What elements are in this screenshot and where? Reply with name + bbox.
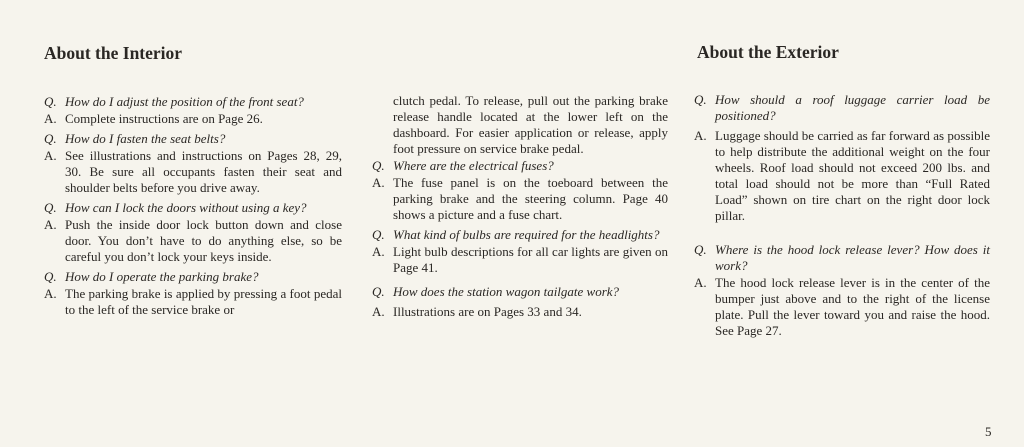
page-number: 5: [985, 424, 992, 439]
question-item: [694, 92, 990, 124]
question-item: [372, 158, 668, 174]
question-text: How do I adjust the position of the front seat?: [65, 94, 304, 109]
question-item: [44, 200, 342, 216]
question-mark: Q.: [694, 92, 707, 107]
exterior-column: [694, 92, 990, 339]
answer-text: Illustrations are on Pages 33 and 34.: [393, 304, 582, 319]
answer-text: Complete instructions are on Page 26.: [65, 111, 263, 126]
answer-text: Light bulb descriptions for all car lights are given on Page 41.: [393, 244, 668, 275]
answer-mark: A.: [694, 275, 707, 290]
answer-item: [372, 244, 668, 276]
answer-text: See illustrations and instructions on Pages 28, 29, 30. Be sure all occupants fasten their seat and shoulder belts before you drive away.: [65, 148, 342, 195]
interior-heading: About the Interior: [44, 43, 183, 63]
answer-mark: A.: [44, 111, 57, 126]
answer-item: [44, 148, 342, 196]
answer-text: Luggage should be carried as far forward as possible to help distribute the additional weight on the four wheels. Roof load should not exceed 200 lbs. and total load should not be more than “Full Rated Load” shown on tire chart on the right door lock pillar.: [715, 128, 990, 223]
answer-item: [694, 128, 990, 224]
answer-mark: A.: [44, 148, 57, 163]
interior-column-2: [372, 93, 668, 320]
answer-mark: A.: [694, 128, 707, 143]
question-item: [44, 131, 342, 147]
answer-text: The fuse panel is on the toeboard between the parking brake and the steering column. Page 40 shows a picture and a fuse chart.: [393, 175, 668, 222]
answer-item: [372, 304, 668, 320]
question-mark: Q.: [44, 94, 57, 109]
interior-column-1: [44, 94, 342, 318]
answer-item: [694, 275, 990, 339]
question-text: Where is the hood lock release lever? How does it work?: [715, 242, 990, 273]
question-item: [44, 269, 342, 285]
question-text: How do I operate the parking brake?: [65, 269, 259, 284]
answer-text: The hood lock release lever is in the center of the bumper just above and to the right of the license plate. Pull the lever toward you and raise the hood. See Page 27.: [715, 275, 990, 338]
question-mark: Q.: [372, 284, 385, 299]
question-mark: Q.: [372, 158, 385, 173]
answer-mark: A.: [372, 175, 385, 190]
question-mark: Q.: [44, 269, 57, 284]
question-text: How do I fasten the seat belts?: [65, 131, 226, 146]
question-text: How should a roof luggage carrier load be positioned?: [715, 92, 990, 123]
question-text: Where are the electrical fuses?: [393, 158, 554, 173]
question-mark: Q.: [44, 131, 57, 146]
answer-mark: A.: [372, 304, 385, 319]
answer-mark: A.: [44, 217, 57, 232]
question-text: How does the station wagon tailgate work?: [393, 284, 620, 299]
exterior-heading: About the Exterior: [697, 42, 839, 62]
question-item: [44, 94, 342, 110]
question-item: [372, 284, 668, 300]
question-mark: Q.: [44, 200, 57, 215]
question-item: [372, 227, 668, 243]
answer-text: The parking brake is applied by pressing a foot pedal to the left of the service brake or: [65, 286, 342, 317]
answer-mark: A.: [372, 244, 385, 259]
answer-continuation: [372, 93, 668, 157]
continuation-text: clutch pedal. To release, pull out the parking brake release handle located at the lower left on the dashboard. For easier application or release, apply foot pressure on service brake pedal.: [393, 93, 668, 156]
question-text: How can I lock the doors without using a key?: [65, 200, 307, 215]
answer-item: [372, 175, 668, 223]
question-text: What kind of bulbs are required for the headlights?: [393, 227, 660, 242]
question-mark: Q.: [694, 242, 707, 257]
answer-item: [44, 217, 342, 265]
answer-item: [44, 286, 342, 318]
answer-mark: A.: [44, 286, 57, 301]
answer-item: [44, 111, 342, 127]
question-mark: Q.: [372, 227, 385, 242]
question-item: [694, 242, 990, 274]
answer-text: Push the inside door lock button down and close door. You don’t have to do anything else, so be careful you don’t lock your keys inside.: [65, 217, 342, 264]
